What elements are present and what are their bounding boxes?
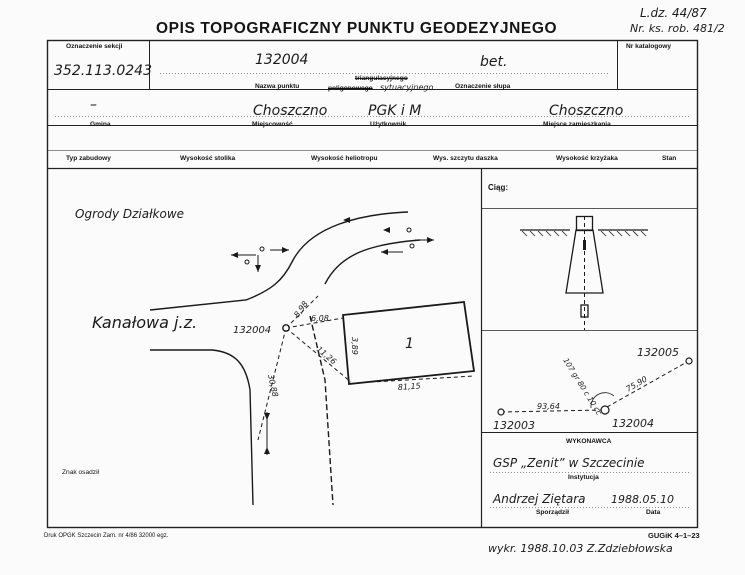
- locality-label: Miejscowość: [252, 121, 293, 128]
- type-polygon: poligonowego: [328, 85, 373, 92]
- form-code: GUGiK 4–1–23: [648, 531, 700, 540]
- gmina-value: –: [90, 97, 97, 113]
- building-type-label: Typ zabudowy: [66, 155, 111, 162]
- reference-number: L.dz. 44/87: [640, 6, 707, 20]
- author-value: Andrzej Ziętara: [493, 492, 586, 506]
- section-label: Oznaczenie sekcji: [66, 43, 123, 50]
- dimension-1126: 11,26: [314, 344, 339, 367]
- institution-value: GSP „Zenit” w Szczecinie: [493, 456, 645, 470]
- catalog-label: Nr katalogowy: [626, 43, 672, 50]
- user-label: Użytkownik: [370, 121, 407, 128]
- section-value: 352.113.0243: [54, 63, 152, 79]
- mark-installed-label: Znak osadził: [62, 469, 100, 476]
- dimension-898: 8,98: [292, 299, 310, 320]
- point-name-label: Nazwa punktu: [255, 83, 300, 90]
- point-name-value: 132004: [255, 52, 309, 68]
- cross-height-label: Wysokość krzyżaka: [556, 155, 618, 162]
- contractor-heading: WYKONAWCA: [566, 438, 612, 445]
- date-label: Data: [646, 509, 661, 516]
- traverse-label: Ciąg:: [488, 183, 508, 192]
- drawn-by-note: wykr. 1988.10.03 Z.Zdziebłowska: [488, 542, 673, 555]
- gmina-label: Gmina: [90, 121, 111, 128]
- date-value: 1988.05.10: [611, 493, 674, 506]
- gardens-label: Ogrody Działkowe: [75, 207, 185, 221]
- street-label: Kanałowa j.z.: [92, 313, 198, 332]
- roof-height-label: Wys. szczytu daszka: [433, 155, 498, 162]
- pillar-value: bet.: [480, 54, 508, 70]
- work-book-number: Nr. ks. rob. 481/2: [630, 22, 725, 35]
- dimension-8115: 81,15: [397, 381, 421, 392]
- residence-label: Miejsce zamieszkania: [543, 121, 611, 128]
- point-label: 132004: [233, 325, 272, 336]
- dimension-608: 6,08: [311, 314, 329, 323]
- table-height-label: Wysokość stolika: [180, 155, 236, 162]
- network-angle: 107 gr 80 c 10 cc: [561, 356, 604, 417]
- type-triangulation: triangulacyjnego: [355, 75, 408, 82]
- dimension-389: 3,89: [350, 337, 359, 355]
- user-value: PGK i M: [368, 103, 422, 119]
- form-title: OPIS TOPOGRAFICZNY PUNKTU GEODEZYJNEGO: [156, 20, 558, 37]
- network-point-3: 132003: [493, 419, 535, 432]
- dimension-3088: 30,88: [266, 373, 280, 398]
- state-label: Stan: [662, 155, 677, 162]
- print-info: Druk OPGK Szczecin Zam. nr 4/86 32000 egz.: [44, 533, 169, 539]
- residence-value: Choszczno: [549, 103, 624, 119]
- network-distance-2: 75,90: [624, 374, 649, 394]
- network-point-2: 132004: [612, 417, 654, 430]
- pillar-label: Oznaczenie słupa: [455, 83, 511, 90]
- type-selected: sytuacyjnego: [380, 83, 434, 92]
- heliotrope-height-label: Wysokość heliotropu: [311, 155, 378, 162]
- author-label: Sporządził: [536, 509, 569, 516]
- building-number: 1: [405, 336, 414, 352]
- network-point-1: 132005: [637, 346, 679, 359]
- network-distance-1: 93,64: [537, 402, 560, 411]
- point-132003-marker: [498, 409, 504, 415]
- institution-label: Instytucja: [568, 474, 599, 481]
- locality-value: Choszczno: [253, 103, 328, 119]
- point-132005-marker: [686, 358, 692, 364]
